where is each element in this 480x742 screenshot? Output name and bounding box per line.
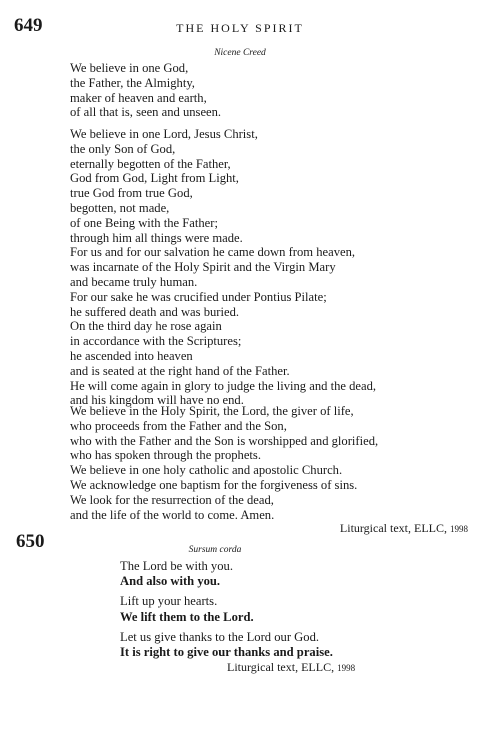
- item-title-sursum-corda: Sursum corda: [188, 545, 242, 555]
- creed-line: We acknowledge one baptism for the forgiveness of sins.: [70, 477, 358, 492]
- creed-line: through him all things were made.: [70, 230, 243, 245]
- creed-line: We believe in one Lord, Jesus Christ,: [70, 127, 258, 141]
- creed-line: He will come again in glory to judge the living and the dead,: [70, 378, 377, 393]
- creed-line: For our sake he was crucified under Pontius Pilate;: [70, 289, 327, 304]
- creed-line: maker of heaven and earth,: [70, 90, 207, 105]
- credit-text: Liturgical text, ELLC,: [339, 521, 447, 535]
- creed-line: of all that is, seen and unseen.: [70, 105, 222, 120]
- creed-line: and is seated at the right hand of the Father.: [70, 363, 290, 378]
- credit-year: 1998: [337, 663, 356, 673]
- creed-line: who has spoken through the prophets.: [70, 448, 261, 463]
- creed-line: and became truly human.: [70, 274, 198, 289]
- item-number-650: 650: [16, 531, 45, 552]
- people-response: We lift them to the Lord.: [120, 609, 254, 624]
- creed-line: begotten, not made,: [70, 200, 170, 215]
- creed-line: On the third day he rose again: [70, 319, 222, 334]
- creed-stanza-3: [70, 404, 378, 522]
- running-head: THE HOLY SPIRIT: [176, 21, 304, 35]
- creed-line: eternally begotten of the Father,: [70, 156, 231, 171]
- leader-line: The Lord be with you.: [120, 559, 233, 573]
- credit-649: [340, 521, 468, 536]
- creed-line: in accordance with the Scriptures;: [70, 334, 242, 349]
- creed-line: For us and for our salvation he came down from heaven,: [70, 245, 356, 260]
- creed-line: the Father, the Almighty,: [70, 75, 195, 90]
- creed-line: true God from true God,: [70, 186, 193, 201]
- people-response: And also with you.: [120, 574, 221, 589]
- credit-650: [227, 660, 355, 675]
- sursum-corda-dialogue: [120, 559, 333, 660]
- creed-line: he ascended into heaven: [70, 348, 193, 363]
- creed-line: who with the Father and the Son is worshipped and glorified,: [70, 433, 379, 448]
- people-response: It is right to give our thanks and praise.: [120, 645, 333, 660]
- creed-line: of one Being with the Father;: [70, 215, 218, 230]
- creed-line: We believe in one God,: [70, 61, 189, 75]
- creed-stanza-2: [70, 127, 376, 408]
- creed-line: We look for the resurrection of the dead,: [70, 492, 274, 507]
- item-title-nicene-creed: Nicene Creed: [214, 48, 266, 58]
- creed-line: he suffered death and was buried.: [70, 304, 240, 319]
- creed-line: was incarnate of the Holy Spirit and the Virgin Mary: [70, 260, 336, 275]
- creed-line: God from God, Light from Light,: [70, 171, 239, 186]
- leader-line: Lift up your hearts.: [120, 594, 218, 609]
- creed-line: who proceeds from the Father and the Son,: [70, 418, 287, 433]
- creed-line: and his kingdom will have no end.: [70, 393, 244, 408]
- creed-line: the only Son of God,: [70, 141, 176, 156]
- creed-line: We believe in one holy catholic and apostolic Church.: [70, 463, 343, 478]
- credit-year: 1998: [450, 524, 468, 534]
- creed-stanza-1: [70, 61, 221, 120]
- creed-line: We believe in the Holy Spirit, the Lord, the giver of life,: [70, 404, 354, 418]
- item-number-649: 649: [14, 15, 43, 36]
- creed-line: and the life of the world to come. Amen.: [70, 507, 275, 522]
- credit-text: Liturgical text, ELLC,: [227, 660, 335, 674]
- leader-line: Let us give thanks to the Lord our God.: [120, 629, 320, 644]
